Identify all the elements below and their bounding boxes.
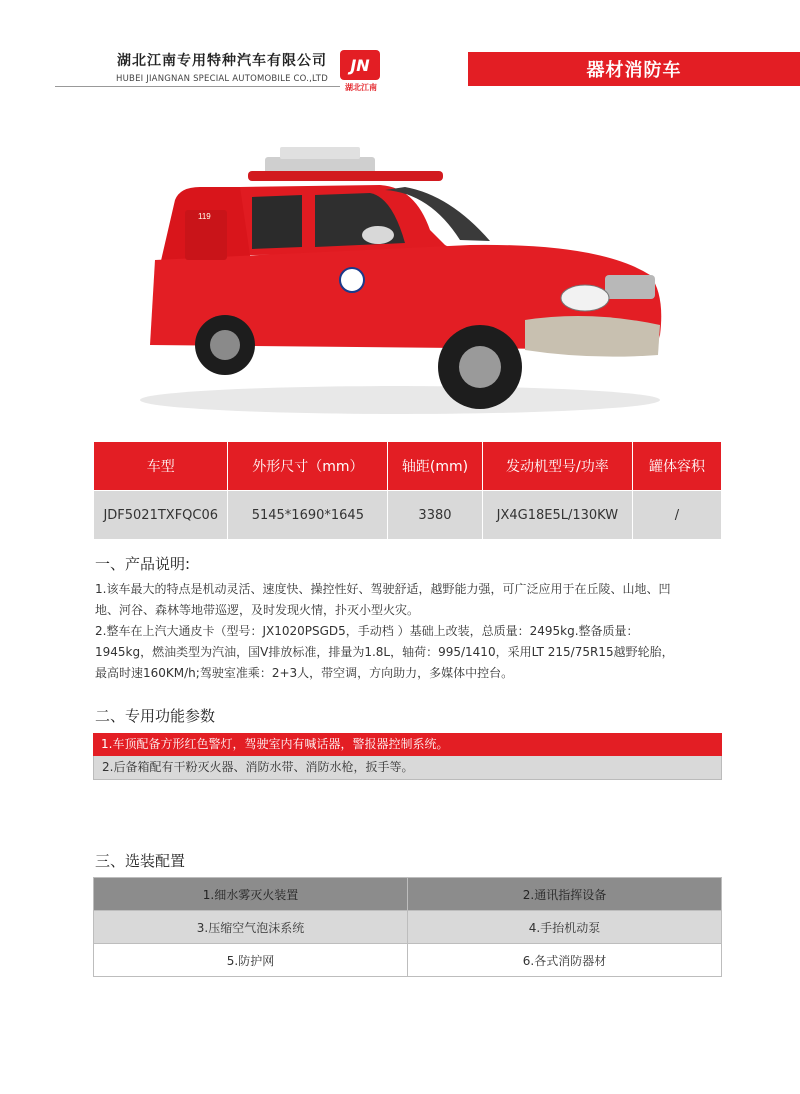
company-logo bbox=[340, 50, 382, 94]
spec-model: JDF5021TXFQC06 bbox=[94, 491, 228, 540]
spec-header-engine: 发动机型号/功率 bbox=[482, 442, 632, 491]
options-row bbox=[94, 878, 722, 911]
side-mirror bbox=[362, 226, 394, 244]
spec-engine: JX4G18E5L/130KW bbox=[482, 491, 632, 540]
option-cell: 5.防护网 bbox=[94, 944, 408, 977]
front-grille bbox=[605, 275, 655, 299]
spec-header-dimensions: 外形尺寸（mm） bbox=[228, 442, 388, 491]
spec-header-model: 车型 bbox=[94, 442, 228, 491]
function-item: 2.后备箱配有干粉灭火器、消防水带、消防水枪，扳手等。 bbox=[93, 756, 722, 780]
spec-wheelbase: 3380 bbox=[388, 491, 483, 540]
rear-door-window bbox=[252, 195, 302, 249]
ground-shadow bbox=[140, 386, 660, 414]
options-row bbox=[94, 911, 722, 944]
option-cell: 1.细水雾灭火装置 bbox=[94, 878, 408, 911]
desc-line: 2.整车在上汽大通皮卡（型号：JX1020PSGD5，手动档 ）基础上改装，总质量：2495kg.整备质量： bbox=[95, 624, 639, 638]
options-row bbox=[94, 944, 722, 977]
roof-speaker bbox=[280, 147, 360, 159]
option-cell: 6.各式消防器材 bbox=[408, 944, 722, 977]
product-description bbox=[95, 579, 730, 684]
section-function-title: 二、专用功能参数 bbox=[95, 707, 216, 725]
vehicle-image bbox=[130, 135, 675, 420]
spec-header-row bbox=[94, 442, 722, 491]
front-wheel-hub bbox=[459, 346, 501, 388]
section-product-title: 一、产品说明: bbox=[95, 555, 191, 573]
desc-line: 1.该车最大的特点是机动灵活、速度快、操控性好、驾驶舒适，越野能力强，可广泛应用于在丘陵、山地、凹 bbox=[95, 582, 671, 596]
option-cell: 3.压缩空气泡沫系统 bbox=[94, 911, 408, 944]
spec-header-tank: 罐体容积 bbox=[632, 442, 721, 491]
spec-tank: / bbox=[632, 491, 721, 540]
headlight bbox=[561, 285, 609, 311]
spec-header-wheelbase: 轴距(mm) bbox=[388, 442, 483, 491]
spec-dimensions: 5145*1690*1645 bbox=[228, 491, 388, 540]
function-item: 1.车顶配备方形红色警灯，驾驶室内有喊话器，警报器控制系统。 bbox=[93, 733, 722, 756]
function-list bbox=[93, 733, 722, 780]
spec-table bbox=[93, 441, 722, 540]
desc-line: 地、河谷、森林等地带巡逻，及时发现火情，扑灭小型火灾。 bbox=[95, 603, 420, 617]
canopy-door-number: 119 bbox=[198, 212, 211, 221]
desc-line: 1945kg，燃油类型为汽油，国V排放标准，排量为1.8L，轴荷：995/1410，采用LT 215/75R15越野轮胎， bbox=[95, 645, 674, 659]
logo-text: 湖北江南 bbox=[345, 83, 377, 92]
spec-data-row bbox=[94, 491, 722, 540]
page-title: 器材消防车 bbox=[468, 52, 800, 86]
option-cell: 4.手抬机动泵 bbox=[408, 911, 722, 944]
option-cell: 2.通讯指挥设备 bbox=[408, 878, 722, 911]
options-table bbox=[93, 877, 722, 977]
logo-mark: JN bbox=[340, 50, 380, 80]
company-block bbox=[112, 50, 332, 84]
header-divider bbox=[55, 86, 340, 87]
desc-line: 最高时速160KM/h;驾驶室准乘：2+3人，带空调，方向助力，多媒体中控台。 bbox=[95, 666, 514, 680]
roof-light-bar bbox=[248, 171, 443, 181]
front-bumper bbox=[525, 316, 660, 357]
section-options-title: 三、选装配置 bbox=[95, 852, 186, 870]
rear-wheel-hub bbox=[210, 330, 240, 360]
fire-emblem bbox=[340, 268, 364, 292]
company-name-cn: 湖北江南专用特种汽车有限公司 bbox=[117, 53, 327, 69]
company-name-en: HUBEI JIANGNAN SPECIAL AUTOMOBILE CO.,LTD bbox=[116, 74, 328, 84]
